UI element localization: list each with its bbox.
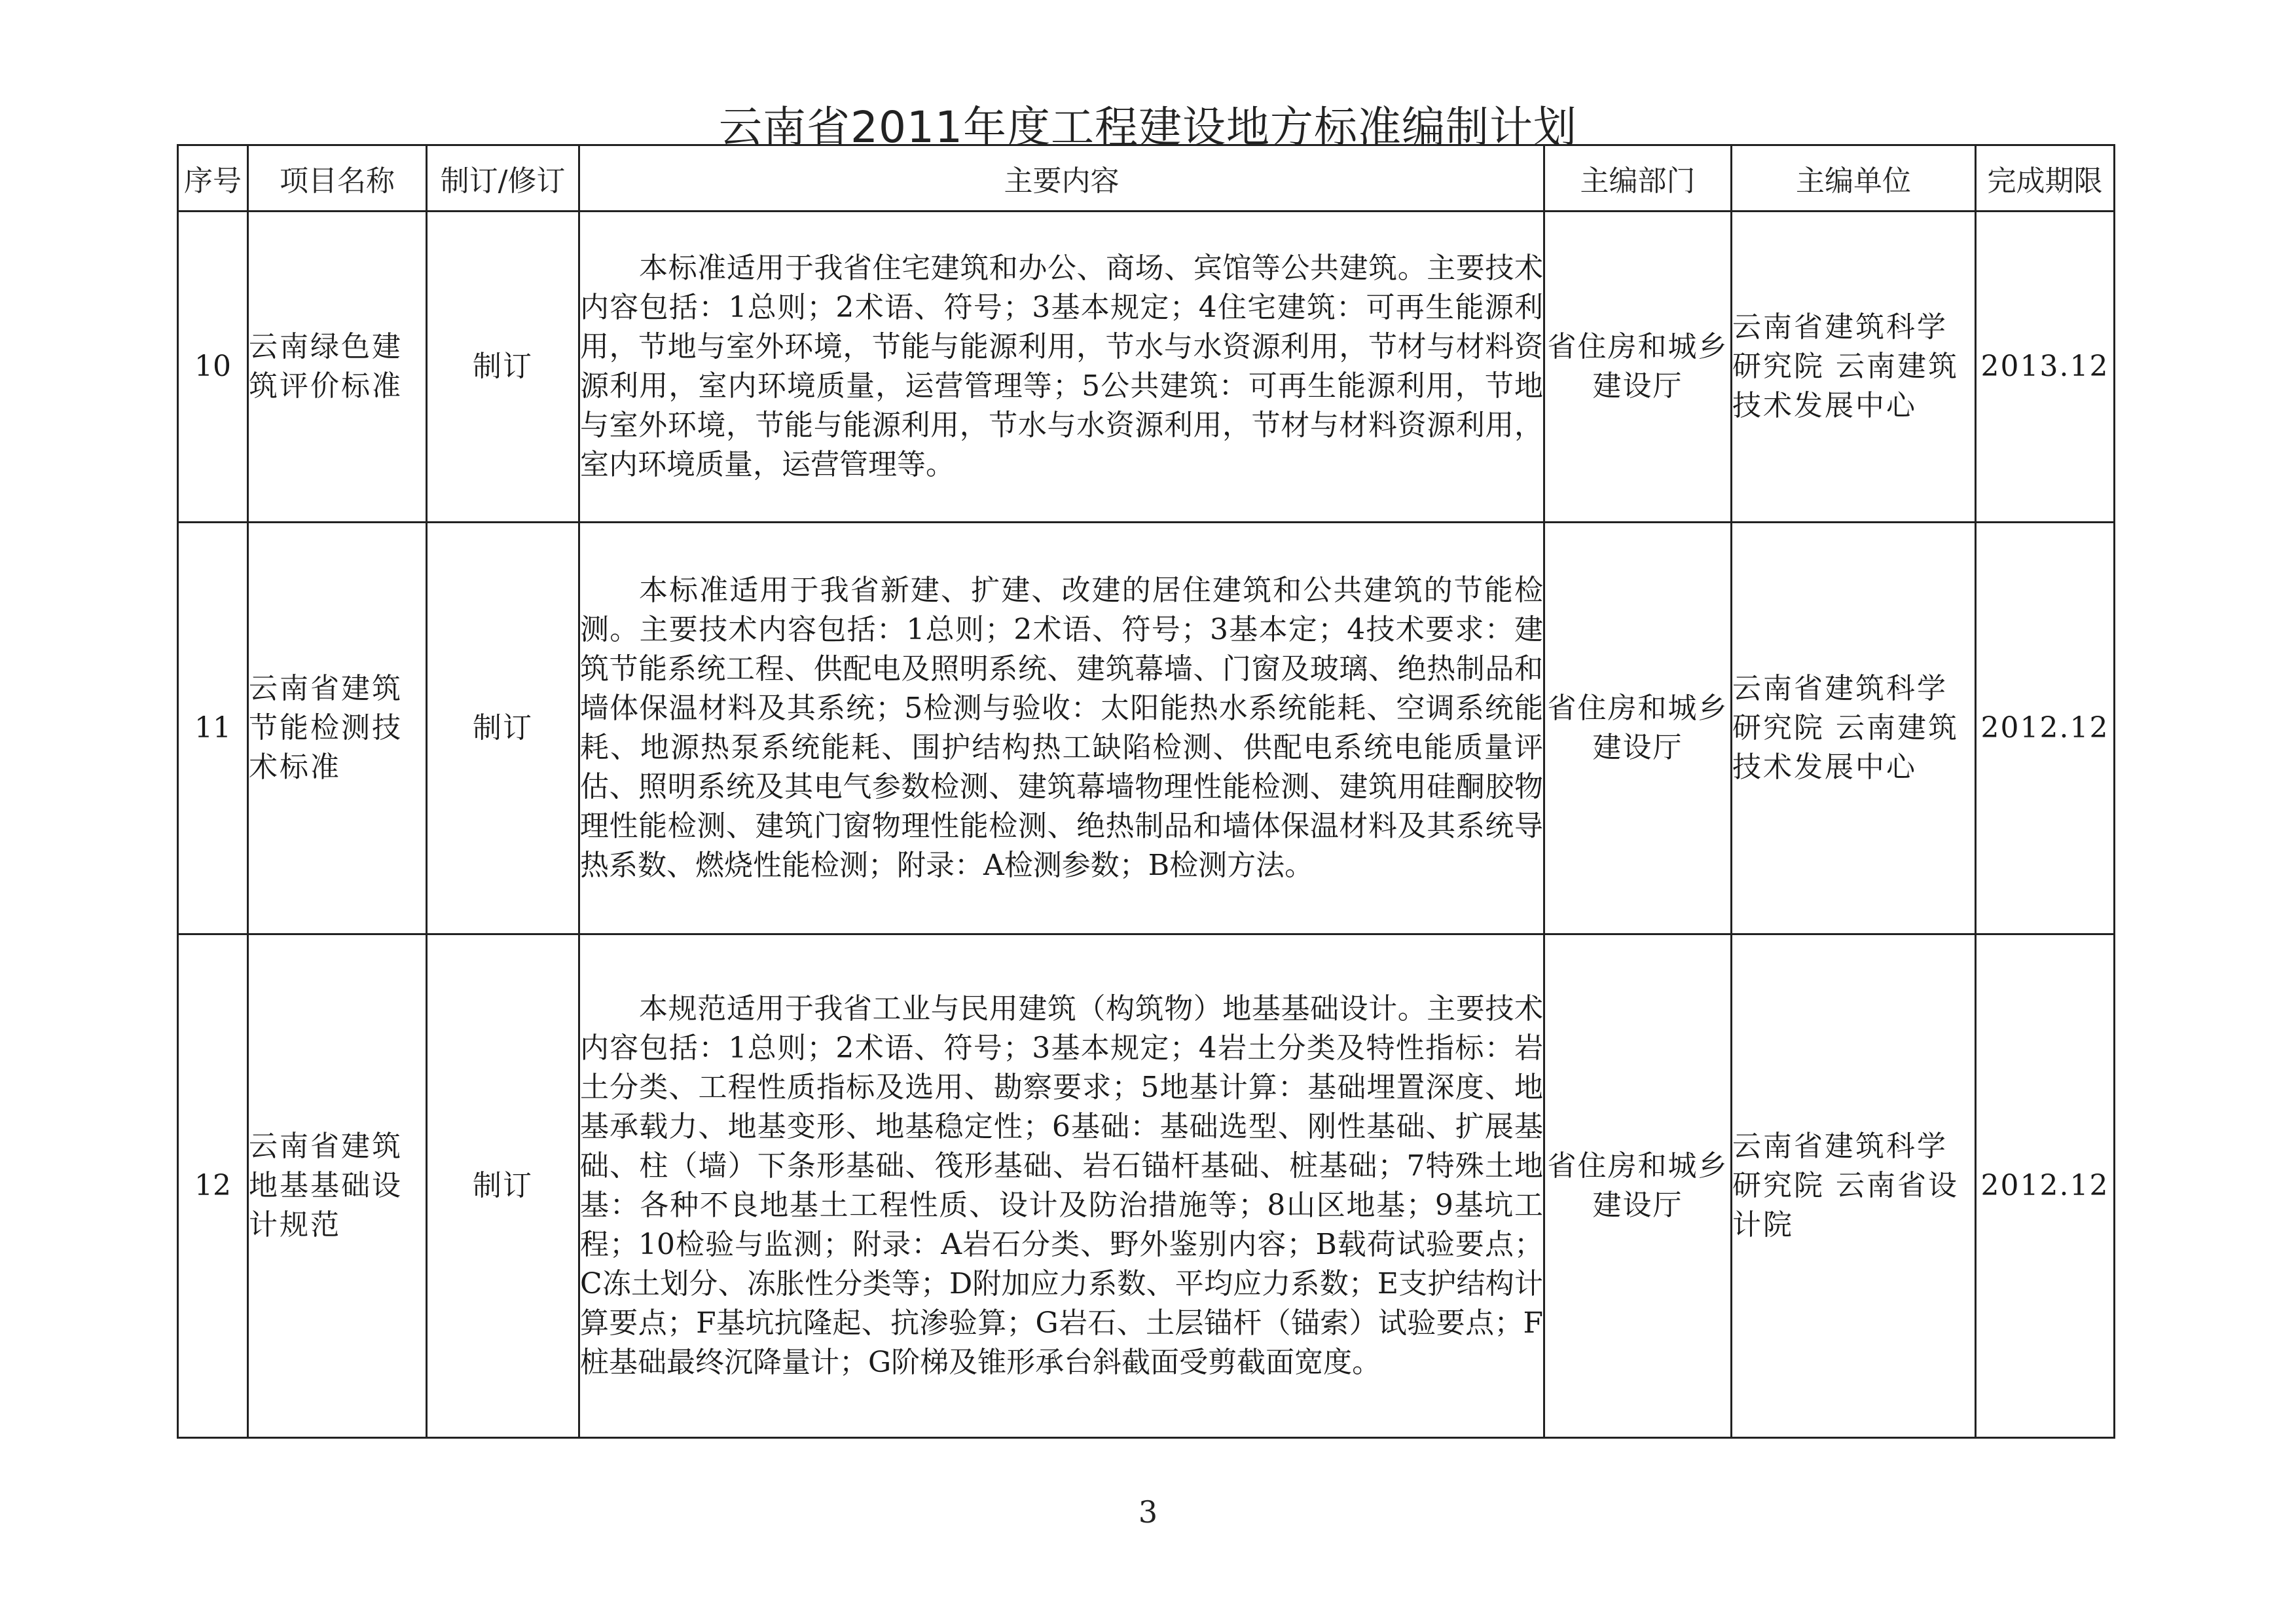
header-name: 项目名称 — [248, 145, 427, 212]
revision-type: 制订 — [427, 212, 579, 523]
editing-unit: 云南省建筑科学研究院 云南建筑技术发展中心 — [1732, 212, 1976, 523]
main-content — [579, 523, 1544, 934]
header-dept: 主编部门 — [1544, 145, 1732, 212]
editing-unit: 云南省建筑科学研究院 云南建筑技术发展中心 — [1732, 523, 1976, 934]
completion-date: 2012.12 — [1976, 934, 2115, 1438]
page-title: 云南省2011年度工程建设地方标准编制计划 — [719, 102, 1577, 153]
page-number: 3 — [1138, 1494, 1158, 1530]
header-unit: 主编单位 — [1732, 145, 1976, 212]
row-number: 12 — [178, 934, 248, 1438]
editing-department: 省住房和城乡建设厅 — [1544, 212, 1732, 523]
header-content: 主要内容 — [579, 145, 1544, 212]
completion-date: 2013.12 — [1976, 212, 2115, 523]
editing-department: 省住房和城乡建设厅 — [1544, 934, 1732, 1438]
row-number: 10 — [178, 212, 248, 523]
table-header-row — [178, 145, 2115, 212]
project-name: 云南绿色建筑评价标准 — [248, 212, 427, 523]
main-content-text: 本规范适用于我省工业与民用建筑（构筑物）地基基础设计。主要技术内容包括：1总则；2术语、符号；3基本规定；4岩土分类及特性指标：岩土分类、工程性质指标及选用、勘察要求；5地基计算：基础埋置深度、地基承载力、地基变形、地基稳定性；6基础：基础选型、刚性基础、扩展基础、柱（墙）下条形基础、筏形基础、岩石锚杆基础、桩基础；7特殊土地基：各种不良地基土工程性质、设计及防治措施等；8山区地基；9基坑工程；10检验与监测；附录：A岩石分类、野外鉴别内容；B载荷试验要点；C冻土划分、冻胀性分类等；D附加应力系数、平均应力系数；E支护结构计算要点；F基坑抗隆起、抗渗验算；G岩石、土层锚杆（锚索）试验要点；F桩基础最终沉降量计；G阶梯及锥形承台斜截面受剪截面宽度。 — [580, 992, 1543, 1379]
header-date: 完成期限 — [1976, 145, 2115, 212]
revision-type: 制订 — [427, 523, 579, 934]
header-type: 制订/修订 — [427, 145, 579, 212]
main-content — [579, 212, 1544, 523]
project-name: 云南省建筑地基基础设计规范 — [248, 934, 427, 1438]
row-number: 11 — [178, 523, 248, 934]
main-content — [579, 934, 1544, 1438]
revision-type: 制订 — [427, 934, 579, 1438]
header-no: 序号 — [178, 145, 248, 212]
editing-department: 省住房和城乡建设厅 — [1544, 523, 1732, 934]
table-row — [178, 212, 2115, 523]
project-name: 云南省建筑节能检测技术标准 — [248, 523, 427, 934]
completion-date: 2012.12 — [1976, 523, 2115, 934]
table-row — [178, 523, 2115, 934]
table-row — [178, 934, 2115, 1438]
editing-unit: 云南省建筑科学研究院 云南省设计院 — [1732, 934, 1976, 1438]
main-content-text: 本标准适用于我省新建、扩建、改建的居住建筑和公共建筑的节能检测。主要技术内容包括：1总则；2术语、符号；3基本定；4技术要求：建筑节能系统工程、供配电及照明系统、建筑幕墙、门窗及玻璃、绝热制品和墙体保温材料及其系统；5检测与验收：太阳能热水系统能耗、空调系统能耗、地源热泵系统能耗、围护结构热工缺陷检测、供配电系统电能质量评估、照明系统及其电气参数检测、建筑幕墙物理性能检测、建筑用硅酮胶物理性能检测、建筑门窗物理性能检测、绝热制品和墙体保温材料及其系统导热系数、燃烧性能检测；附录：A检测参数；B检测方法。 — [580, 574, 1543, 882]
main-content-text: 本标准适用于我省住宅建筑和办公、商场、宾馆等公共建筑。主要技术内容包括：1总则；2术语、符号；3基本规定；4住宅建筑：可再生能源利用，节地与室外环境，节能与能源利用，节水与水资源利用，节材与材料资源利用，室内环境质量，运营管理等；5公共建筑：可再生能源利用，节地与室外环境，节能与能源利用，节水与水资源利用，节材与材料资源利用，室内环境质量，运营管理等。 — [580, 251, 1543, 481]
standards-plan-table — [177, 144, 2115, 1439]
